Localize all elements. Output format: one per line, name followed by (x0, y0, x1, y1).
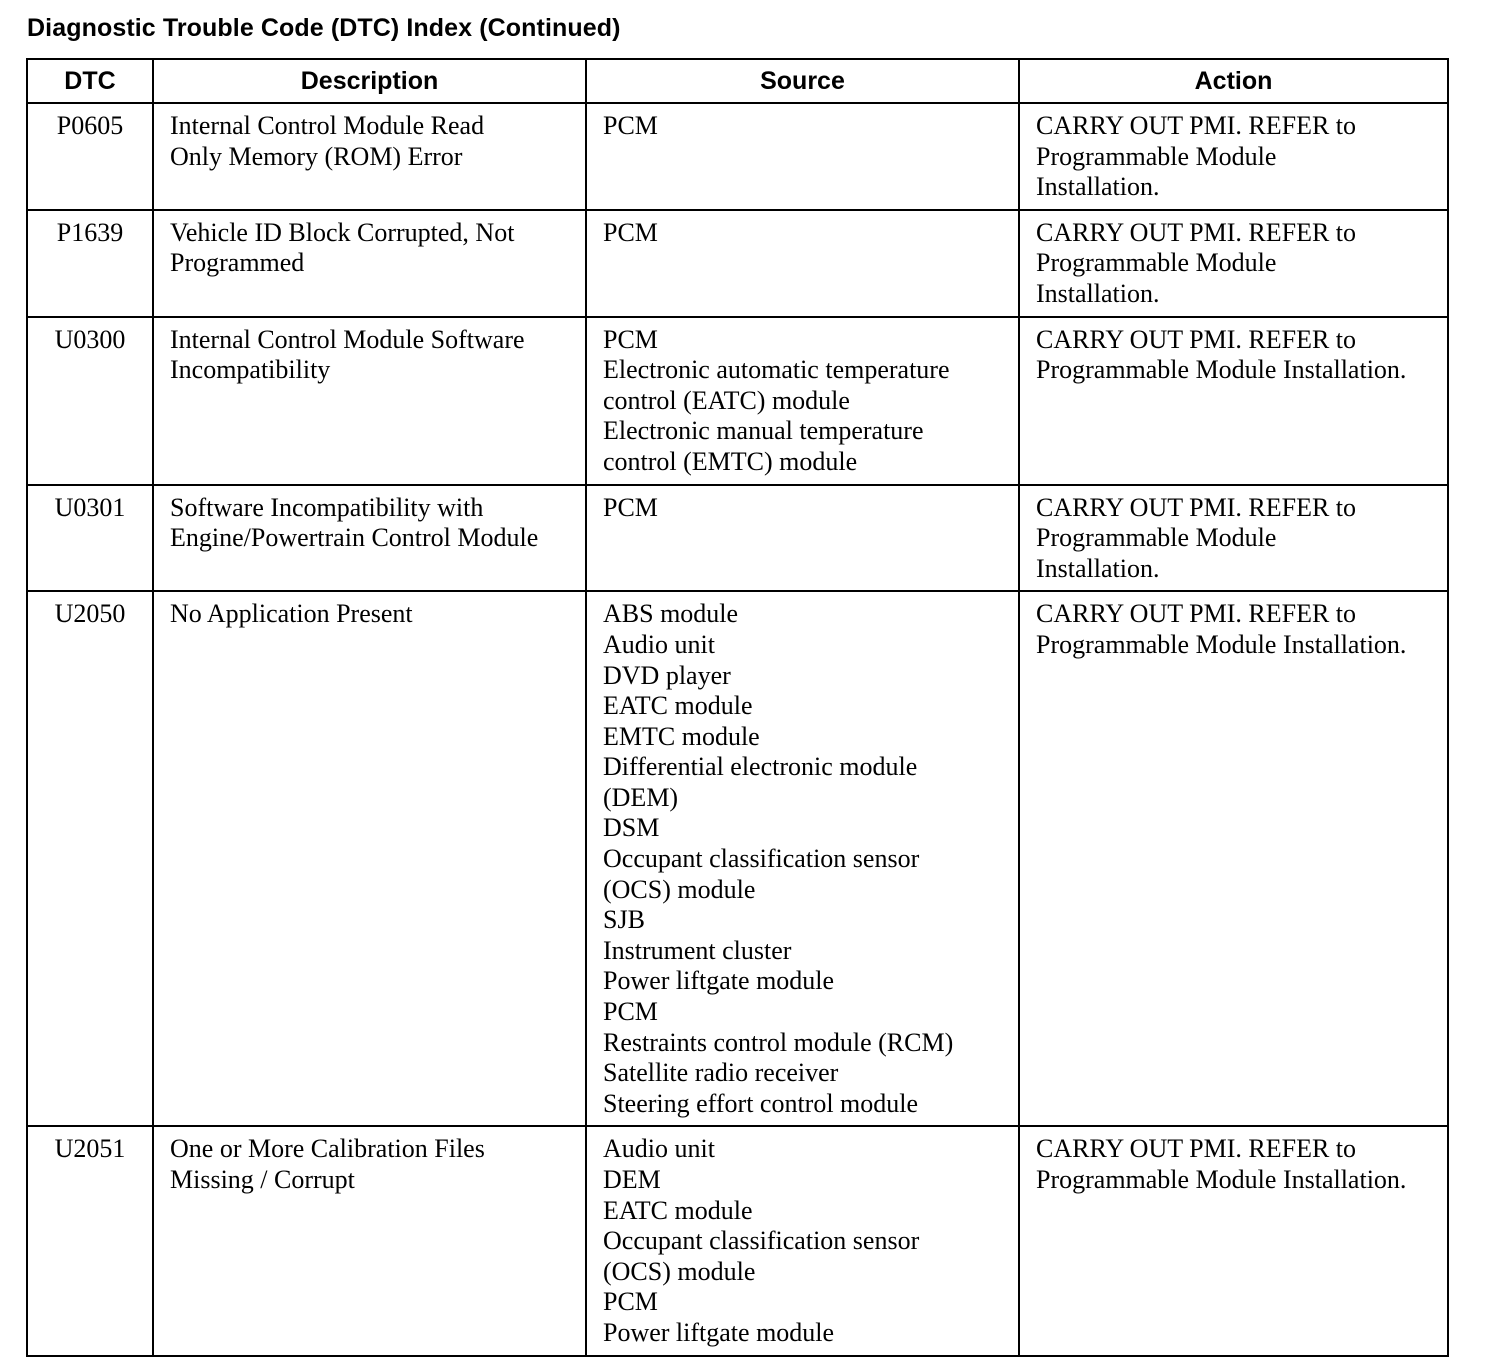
source-cell (586, 210, 1019, 317)
source-cell (586, 103, 1019, 210)
source-cell (586, 317, 1019, 485)
dtc-code-cell: U2050 (27, 591, 153, 1126)
source-line: PCM (603, 1287, 658, 1317)
source-line: PCM (603, 111, 658, 140)
source-line: (DEM) (603, 782, 679, 812)
source-line: DVD player (603, 660, 731, 690)
table-row (27, 1126, 1448, 1355)
source-line: control (EMTC) module (603, 446, 858, 476)
description-line: No Application Present (170, 599, 413, 629)
action-line: CARRY OUT PMI. REFER to (1036, 1134, 1357, 1164)
source-line: Instrument cluster (603, 935, 792, 965)
action-line: Programmable Module Installation. (1036, 1165, 1407, 1194)
dtc-code-cell: U2051 (27, 1126, 153, 1355)
source-line: PCM (603, 997, 658, 1027)
source-line: Restraints control module (RCM) (603, 1027, 954, 1057)
description-line: Only Memory (ROM) Error (170, 141, 463, 171)
header-action: Action (1019, 59, 1448, 103)
action-cell (1019, 485, 1448, 592)
description-cell (153, 485, 586, 592)
action-line: CARRY OUT PMI. REFER to (1036, 599, 1357, 629)
source-line: EMTC module (603, 721, 760, 751)
action-line: CARRY OUT PMI. REFER to (1036, 492, 1357, 522)
source-line: PCM (603, 324, 658, 354)
dtc-code-cell: U0301 (27, 485, 153, 592)
description-line: Internal Control Module Read (170, 111, 485, 140)
description-line: Software Incompatibility with (170, 492, 484, 522)
source-line: SJB (603, 905, 645, 935)
source-line: Differential electronic module (603, 752, 918, 782)
source-cell (586, 591, 1019, 1126)
action-line: CARRY OUT PMI. REFER to (1036, 217, 1357, 247)
action-line: Programmable Module Installation. (1036, 355, 1407, 385)
action-line: CARRY OUT PMI. REFER to (1036, 324, 1357, 354)
source-line: DEM (603, 1165, 661, 1194)
description-cell (153, 1126, 586, 1355)
source-line: Audio unit (603, 629, 715, 659)
description-cell (153, 103, 586, 210)
action-line: Installation. (1036, 278, 1160, 308)
action-line: Installation. (1036, 553, 1160, 583)
table-row (27, 210, 1448, 317)
dtc-index-table (26, 58, 1449, 1357)
source-line: EATC module (603, 1195, 753, 1225)
action-line: Programmable Module (1036, 248, 1277, 278)
action-line: Installation. (1036, 172, 1160, 202)
description-line: Programmed (170, 248, 305, 278)
description-cell (153, 591, 586, 1126)
table-row (27, 485, 1448, 592)
source-line: PCM (603, 217, 658, 247)
header-source: Source (586, 59, 1019, 103)
source-line: Electronic automatic temperature (603, 355, 950, 385)
action-cell (1019, 103, 1448, 210)
action-line: Programmable Module (1036, 141, 1277, 171)
header-dtc: DTC (27, 59, 153, 103)
description-cell (153, 210, 586, 317)
action-line: CARRY OUT PMI. REFER to (1036, 111, 1357, 140)
description-line: One or More Calibration Files (170, 1134, 485, 1164)
action-cell (1019, 210, 1448, 317)
source-line: (OCS) module (603, 1256, 756, 1286)
header-description: Description (153, 59, 586, 103)
action-cell (1019, 1126, 1448, 1355)
table-row (27, 317, 1448, 485)
source-line: Steering effort control module (603, 1088, 919, 1118)
page-title: Diagnostic Trouble Code (DTC) Index (Continued) (27, 14, 621, 42)
action-line: Programmable Module Installation. (1036, 629, 1407, 659)
action-cell (1019, 317, 1448, 485)
source-line: Power liftgate module (603, 966, 835, 996)
table-row (27, 103, 1448, 210)
source-line: control (EATC) module (603, 385, 850, 415)
description-line: Vehicle ID Block Corrupted, Not (170, 217, 515, 247)
description-cell (153, 317, 586, 485)
source-line: PCM (603, 492, 658, 522)
dtc-code-cell: U0300 (27, 317, 153, 485)
table-body (27, 103, 1448, 1356)
source-line: Satellite radio receiver (603, 1058, 839, 1088)
source-line: DSM (603, 813, 660, 843)
description-line: Internal Control Module Software (170, 324, 525, 354)
source-line: Occupant classification sensor (603, 844, 920, 874)
table-row (27, 591, 1448, 1126)
table-header-row (27, 59, 1448, 103)
source-line: ABS module (603, 599, 739, 629)
source-line: Power liftgate module (603, 1317, 835, 1347)
dtc-code-cell: P0605 (27, 103, 153, 210)
source-cell (586, 1126, 1019, 1355)
dtc-code-cell: P1639 (27, 210, 153, 317)
source-line: EATC module (603, 691, 753, 721)
source-line: Electronic manual temperature (603, 416, 924, 446)
action-cell (1019, 591, 1448, 1126)
source-line: Occupant classification sensor (603, 1226, 920, 1256)
description-line: Missing / Corrupt (170, 1165, 355, 1194)
source-line: Audio unit (603, 1134, 715, 1164)
description-line: Engine/Powertrain Control Module (170, 523, 539, 553)
description-line: Incompatibility (170, 355, 331, 385)
source-cell (586, 485, 1019, 592)
action-line: Programmable Module (1036, 523, 1277, 553)
source-line: (OCS) module (603, 874, 756, 904)
